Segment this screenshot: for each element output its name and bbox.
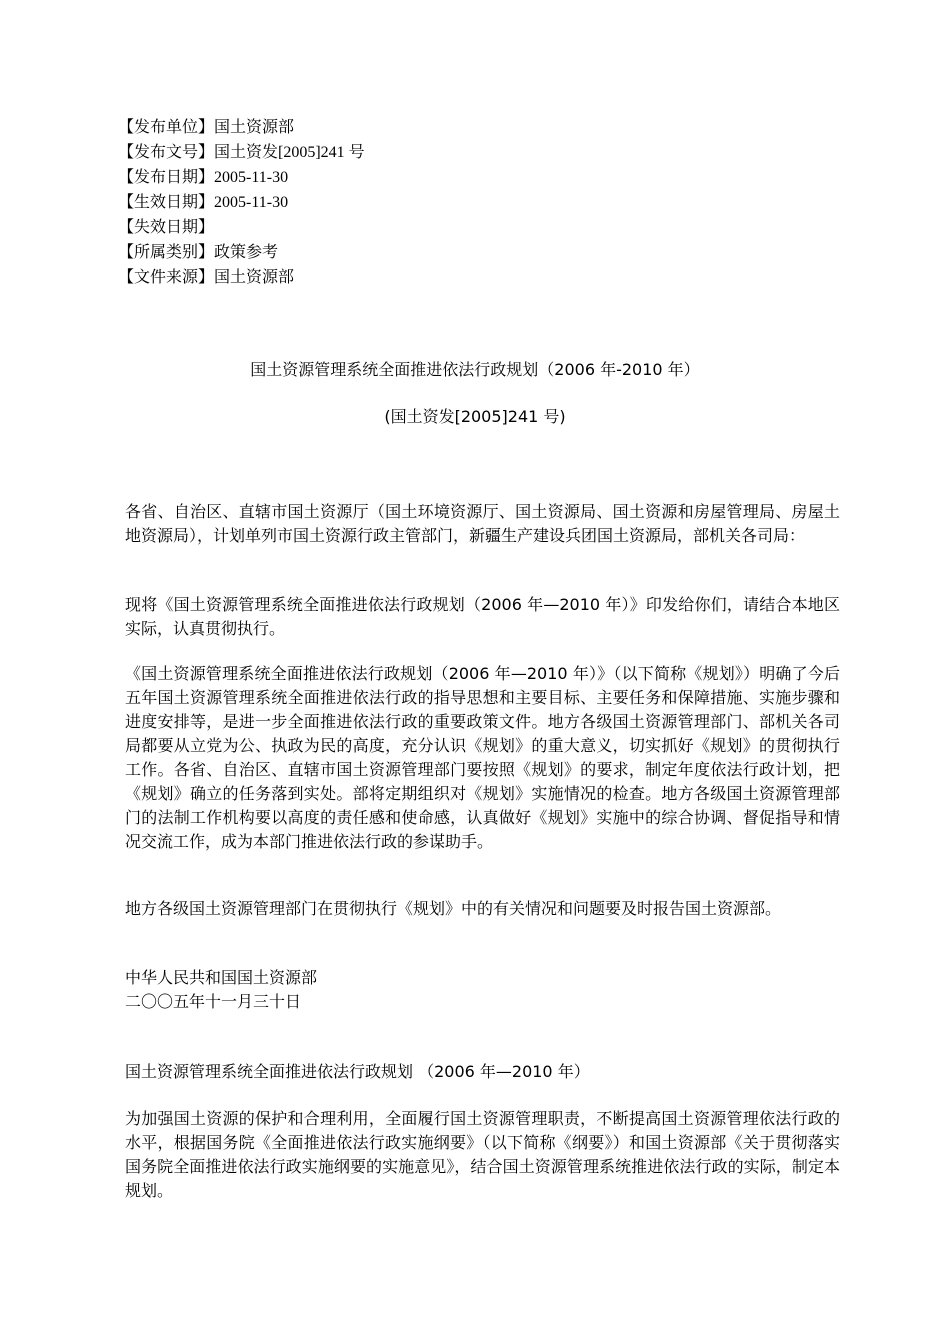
section-title: 国土资源管理系统全面推进依法行政规划 （2006 年—2010 年） (125, 1062, 590, 1081)
preamble-paragraph: 为加强国土资源的保护和合理利用，全面履行国土资源管理职责，不断提高国土资源管理依法行政的水平，根据国务院《全面推进依法行政实施纲要》（以下简称《纲要》）和国土资源部《关于贯彻落实国务院全面推进依法行政实施纲要的实施意见》，结合国土资源管理系统推进依法行政的实际，制定本规划。 (125, 1109, 840, 1200)
addressee-paragraph: 各省、自治区、直辖市国土资源厅（国土环境资源厅、国土资源局、国土资源和房屋管理局、房屋土地资源局），计划单列市国土资源行政主管部门，新疆生产建设兵团国土资源局，部机关各司局： (125, 502, 840, 545)
metadata-value: 国土资发[2005]241 号 (214, 144, 365, 161)
metadata-value: 政策参考 (214, 242, 279, 261)
metadata-row-publisher (118, 114, 518, 139)
metadata-key: 【发布单位】 (118, 117, 215, 136)
metadata-value: 国土资源部 (214, 117, 295, 136)
plan-summary-paragraph: 《国土资源管理系统全面推进依法行政规划（2006 年—2010 年）》（以下简称《规划》）明确了今后五年国土资源管理系统全面推进依法行政的指导思想和主要目标、主要任务和保障措施、实施步骤和进度安排等，是进一步全面推进依法行政的重要政策文件。地方各级国土资源管理部门、部机关各司局都要从立党为公、执政为民的高度，充分认识《规划》的重大意义，切实抓好《规划》的贯彻执行工作。各省、自治区、直辖市国土资源管理部门要按照《规划》的要求，制定年度依法行政计划，把《规划》确立的任务落到实处。部将定期组织对《规划》实施情况的检查。地方各级国土资源管理部门的法制工作机构要以高度的责任感和使命感，认真做好《规划》实施中的综合协调、督促指导和情况交流工作，成为本部门推进依法行政的参谋助手。 (125, 664, 840, 851)
metadata-value: 2005-11-30 (214, 194, 289, 211)
metadata-row-category (118, 239, 518, 264)
metadata-key: 【文件来源】 (118, 267, 215, 286)
metadata-value: 2005-11-30 (214, 169, 289, 186)
document-number: (国土资发[2005]241 号) (384, 407, 566, 426)
reporting-paragraph: 地方各级国土资源管理部门在贯彻执行《规划》中的有关情况和问题要及时报告国土资源部。 (125, 899, 782, 918)
metadata-key: 【发布文号】 (118, 142, 215, 161)
metadata-key: 【发布日期】 (118, 167, 215, 186)
signature-date: 二〇〇五年十一月三十日 (125, 992, 302, 1011)
metadata-value: 国土资源部 (214, 267, 295, 286)
metadata-row-publish-date (118, 164, 518, 189)
notice-paragraph: 现将《国土资源管理系统全面推进依法行政规划（2006 年—2010 年）》印发给你们，请结合本地区实际，认真贯彻执行。 (125, 595, 840, 638)
document-title: 国土资源管理系统全面推进依法行政规划（2006 年-2010 年） (250, 360, 700, 379)
metadata-row-source (118, 264, 518, 289)
metadata-row-expiry-date (118, 214, 518, 239)
metadata-row-effective-date (118, 189, 518, 214)
metadata-block (118, 114, 518, 289)
metadata-row-doc-number (118, 139, 518, 164)
metadata-key: 【失效日期】 (118, 217, 215, 236)
metadata-key: 【所属类别】 (118, 242, 215, 261)
signature-organization: 中华人民共和国国土资源部 (125, 968, 318, 987)
metadata-key: 【生效日期】 (118, 192, 215, 211)
